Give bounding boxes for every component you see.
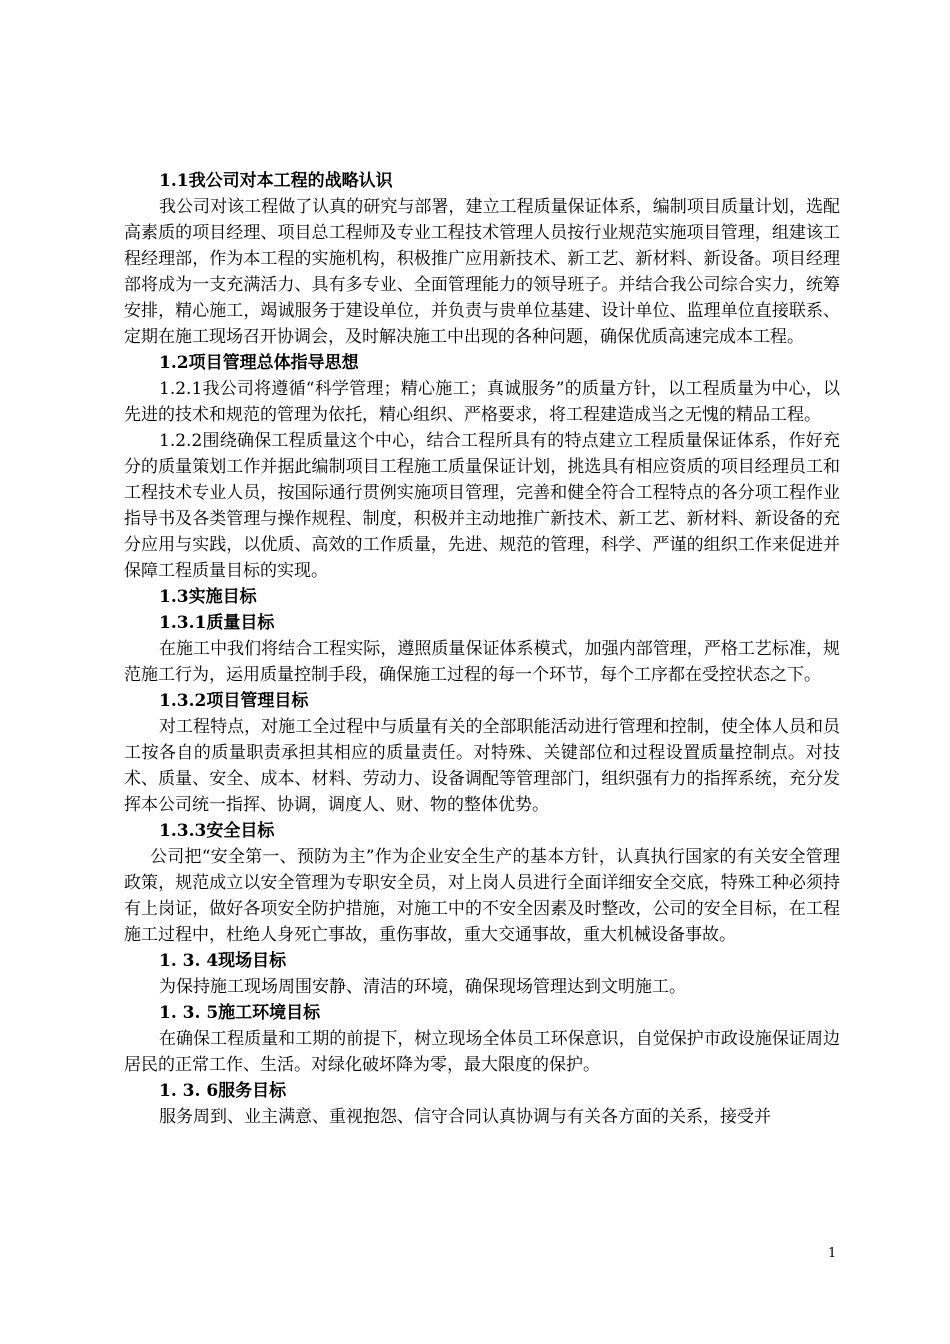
- paragraph-service-goal: 服务周到、业主满意、重视抱怨、信守合同认真协调与有关各方面的关系，接受并: [159, 1107, 771, 1127]
- heading-1-3-4: 1. 3. 4现场目标: [159, 951, 287, 971]
- heading-1-3-2: 1.3.2项目管理目标: [159, 691, 309, 711]
- heading-1-1: 1.1我公司对本工程的战略认识: [159, 171, 393, 191]
- heading-1-3-1: 1.3.1质量目标: [159, 613, 275, 633]
- paragraph-safety-goal: 公司把“安全第一、预防为主”作为企业安全生产的基本方针，认真执行国家的有关安全管理政策，规范成立以安全管理为专职安全员，对上岗人员进行全面详细安全交底，特殊工种必须持有上岗证，做好各项安全防护措施，对施工中的不安全因素及时整改，公司的安全目标，在工程施工过程中，杜绝人身死亡事故，重伤事故，重大交通事故，重大机械设备事故。: [124, 847, 840, 945]
- heading-1-3-5: 1. 3. 5施工环境目标: [159, 1003, 321, 1023]
- heading-1-3-6: 1. 3. 6服务目标: [159, 1081, 287, 1101]
- paragraph-1-2-1: 1.2.1我公司将遵循“科学管理；精心施工；真诚服务”的质量方针，以工程质量为中心，以先进的技术和规范的管理为依托，精心组织、严格要求，将工程建造成当之无愧的精品工程。: [124, 379, 840, 425]
- paragraph-site-goal: 为保持施工现场周围安静、清洁的环境，确保现场管理达到文明施工。: [159, 977, 686, 997]
- page-number: 1: [828, 1246, 837, 1261]
- paragraph-quality-goal: 在施工中我们将结合工程实际，遵照质量保证体系模式，加强内部管理，严格工艺标准，规范施工行为，运用质量控制手段，确保施工过程的每一个环节，每个工序都在受控状态之下。: [124, 639, 840, 685]
- paragraph-1-2-2: 1.2.2围绕确保工程质量这个中心，结合工程所具有的特点建立工程质量保证体系，作好充分的质量策划工作并据此编制项目工程施工质量保证计划，挑选具有相应资质的项目经理员工和工程技术专业人员，按国际通行贯例实施项目管理，完善和健全符合工程特点的各分项工程作业指导书及各类管理与操作规程、制度，积极并主动地推广新技术、新工艺、新材料、新设备的充分应用与实践，以优质、高效的工作质量，先进、规范的管理，科学、严谨的组织工作来促进并保障工程质量目标的实现。: [124, 431, 840, 581]
- paragraph-environment-goal: 在确保工程质量和工期的前提下，树立现场全体员工环保意识，自觉保护市政设施保证周边居民的正常工作、生活。对绿化破坏降为零，最大限度的保护。: [124, 1029, 840, 1075]
- heading-1-3: 1.3实施目标: [159, 587, 257, 607]
- heading-1-3-3: 1.3.3安全目标: [159, 821, 275, 841]
- document-body: [124, 168, 840, 1130]
- paragraph-management-goal: 对工程特点，对施工全过程中与质量有关的全部职能活动进行管理和控制，使全体人员和员工按各自的质量职责承担其相应的质量责任。对特殊、关键部位和过程设置质量控制点。对技术、质量、安全、成本、材料、劳动力、设备调配等管理部门，组织强有力的指挥系统，充分发挥本公司统一指挥、协调，调度人、财、物的整体优势。: [124, 717, 840, 815]
- paragraph-strategy: 我公司对该工程做了认真的研究与部署，建立工程质量保证体系，编制项目质量计划，选配高素质的项目经理、项目总工程师及专业工程技术管理人员按行业规范实施项目管理，组建该工程经理部，作为本工程的实施机构，积极推广应用新技术、新工艺、新材料、新设备。项目经理部将成为一支充满活力、具有多专业、全面管理能力的领导班子。并结合我公司综合实力，统筹安排，精心施工，竭诚服务于建设单位，并负责与贵单位基建、设计单位、监理单位直接联系、定期在施工现场召开协调会，及时解决施工中出现的各种问题，确保优质高速完成本工程。: [124, 197, 840, 347]
- heading-1-2: 1.2项目管理总体指导思想: [159, 353, 359, 373]
